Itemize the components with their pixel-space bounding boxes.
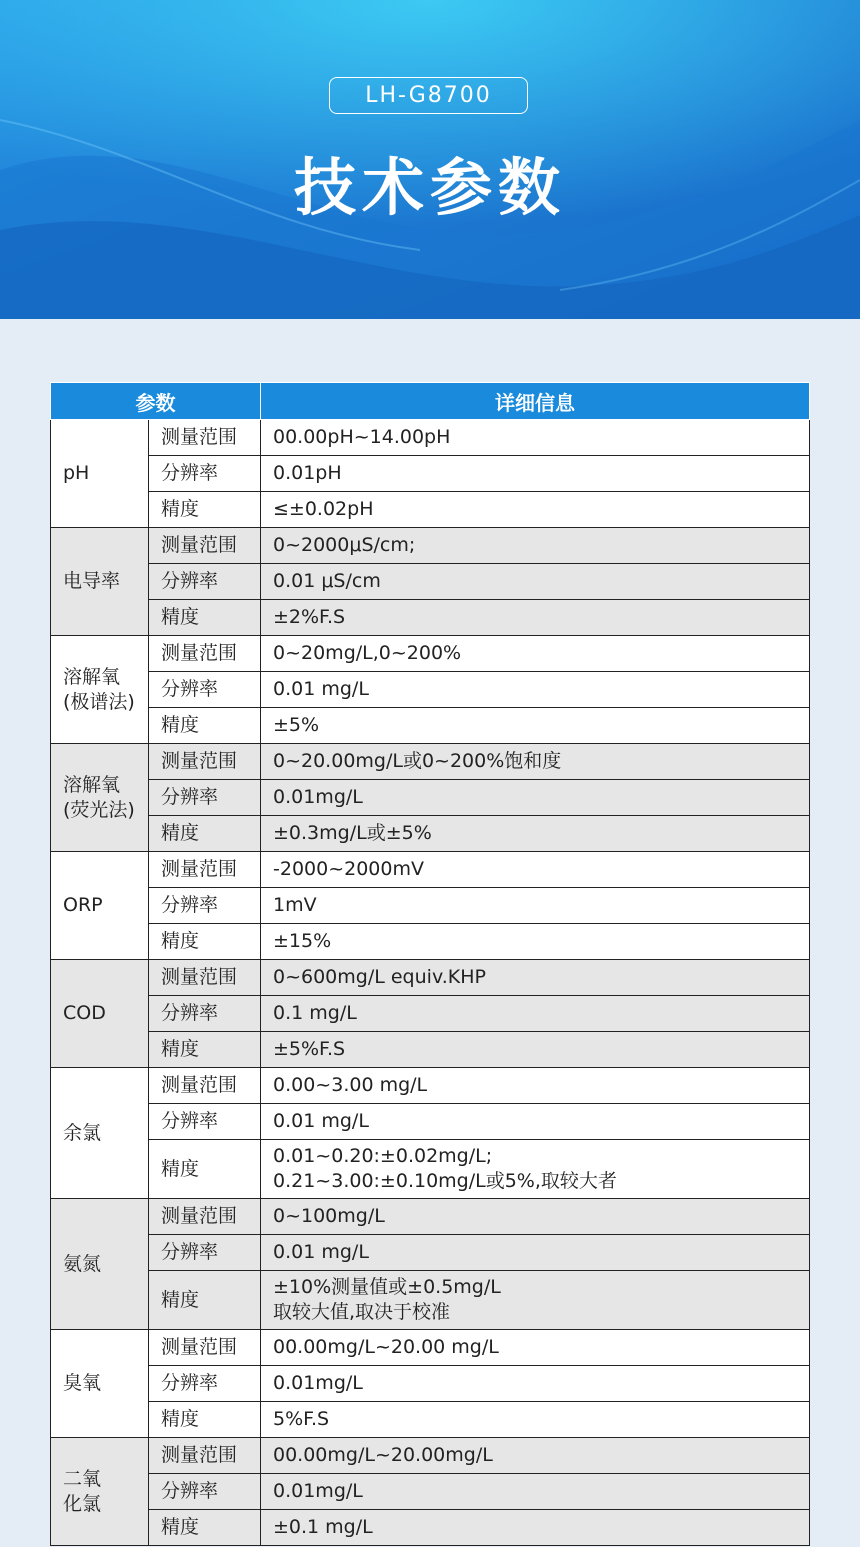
- spec-value: 0~20.00mg/L或0~200%饱和度: [261, 744, 810, 780]
- table-row: [51, 1199, 810, 1235]
- spec-value: 1mV: [261, 888, 810, 924]
- spec-label: 分辨率: [149, 780, 261, 816]
- param-name: 二氧 化氯: [51, 1438, 149, 1546]
- spec-value: 0~20mg/L,0~200%: [261, 636, 810, 672]
- spec-label: 测量范围: [149, 636, 261, 672]
- spec-value: ±10%测量值或±0.5mg/L 取较大值,取决于校准: [261, 1271, 810, 1330]
- spec-value: 5%F.S: [261, 1402, 810, 1438]
- spec-value: 0.00~3.00 mg/L: [261, 1068, 810, 1104]
- table-row: [51, 744, 810, 780]
- spec-table: [50, 382, 810, 1546]
- header-banner: [0, 0, 860, 319]
- spec-label: 精度: [149, 816, 261, 852]
- table-row: [51, 456, 810, 492]
- spec-value: ±15%: [261, 924, 810, 960]
- spec-label: 分辨率: [149, 1474, 261, 1510]
- spec-label: 精度: [149, 1032, 261, 1068]
- spec-value: 00.00pH~14.00pH: [261, 420, 810, 456]
- spec-label: 分辨率: [149, 1366, 261, 1402]
- param-name: 溶解氧 (荧光法): [51, 744, 149, 852]
- spec-value: 0.01mg/L: [261, 1366, 810, 1402]
- param-name: pH: [51, 420, 149, 528]
- param-name: 溶解氧 (极谱法): [51, 636, 149, 744]
- spec-value: 0~600mg/L equiv.KHP: [261, 960, 810, 996]
- spec-value: 0.01 mg/L: [261, 1235, 810, 1271]
- spec-label: 分辨率: [149, 996, 261, 1032]
- table-row: [51, 1140, 810, 1199]
- spec-value: 0.01 mg/L: [261, 1104, 810, 1140]
- spec-value: 0~100mg/L: [261, 1199, 810, 1235]
- spec-value: ±2%F.S: [261, 600, 810, 636]
- table-row: [51, 816, 810, 852]
- table-row: [51, 852, 810, 888]
- spec-value: ±0.1 mg/L: [261, 1510, 810, 1546]
- spec-label: 分辨率: [149, 564, 261, 600]
- param-group: [51, 1068, 810, 1199]
- spec-value: ≤±0.02pH: [261, 492, 810, 528]
- table-row: [51, 1104, 810, 1140]
- table-row: [51, 1068, 810, 1104]
- table-row: [51, 420, 810, 456]
- table-row: [51, 1235, 810, 1271]
- param-group: [51, 1438, 810, 1546]
- table-row: [51, 1438, 810, 1474]
- table-row: [51, 1366, 810, 1402]
- table-row: [51, 492, 810, 528]
- spec-label: 精度: [149, 708, 261, 744]
- table-row: [51, 780, 810, 816]
- spec-label: 精度: [149, 924, 261, 960]
- table-row: [51, 1474, 810, 1510]
- spec-label: 测量范围: [149, 852, 261, 888]
- table-row: [51, 1510, 810, 1546]
- spec-label: 测量范围: [149, 1438, 261, 1474]
- spec-label: 测量范围: [149, 744, 261, 780]
- spec-label: 分辨率: [149, 672, 261, 708]
- param-name: 余氯: [51, 1068, 149, 1199]
- spec-label: 分辨率: [149, 456, 261, 492]
- table-row: [51, 960, 810, 996]
- spec-label: 精度: [149, 1402, 261, 1438]
- page-title: 技术参数: [293, 151, 566, 224]
- spec-label: 精度: [149, 1140, 261, 1199]
- param-group: [51, 852, 810, 960]
- spec-label: 分辨率: [149, 888, 261, 924]
- param-name: 氨氮: [51, 1199, 149, 1330]
- table-header-row: [51, 383, 810, 420]
- param-group: [51, 528, 810, 636]
- table-row: [51, 996, 810, 1032]
- table-row: [51, 888, 810, 924]
- spec-label: 测量范围: [149, 528, 261, 564]
- spec-label: 测量范围: [149, 1068, 261, 1104]
- table-row: [51, 564, 810, 600]
- table-row: [51, 636, 810, 672]
- param-group: [51, 1330, 810, 1438]
- spec-value: 0.1 mg/L: [261, 996, 810, 1032]
- spec-table-container: [50, 382, 809, 1546]
- spec-label: 精度: [149, 1510, 261, 1546]
- spec-value: 0.01 μS/cm: [261, 564, 810, 600]
- spec-value: 0.01 mg/L: [261, 672, 810, 708]
- model-badge: LH-G8700: [329, 77, 528, 114]
- spec-value: 00.00mg/L~20.00mg/L: [261, 1438, 810, 1474]
- spec-label: 分辨率: [149, 1104, 261, 1140]
- spec-value: 0.01mg/L: [261, 780, 810, 816]
- table-row: [51, 1402, 810, 1438]
- param-group: [51, 1199, 810, 1330]
- spec-value: ±5%F.S: [261, 1032, 810, 1068]
- spec-label: 分辨率: [149, 1235, 261, 1271]
- spec-label: 精度: [149, 492, 261, 528]
- spec-value: -2000~2000mV: [261, 852, 810, 888]
- header-param: 参数: [51, 383, 261, 420]
- spec-label: 测量范围: [149, 960, 261, 996]
- spec-value: 00.00mg/L~20.00 mg/L: [261, 1330, 810, 1366]
- param-name: 电导率: [51, 528, 149, 636]
- table-row: [51, 1032, 810, 1068]
- table-row: [51, 600, 810, 636]
- spec-value: ±0.3mg/L或±5%: [261, 816, 810, 852]
- header-detail: 详细信息: [261, 383, 810, 420]
- table-row: [51, 1330, 810, 1366]
- param-group: [51, 420, 810, 528]
- param-group: [51, 636, 810, 744]
- param-name: 臭氧: [51, 1330, 149, 1438]
- spec-label: 测量范围: [149, 1199, 261, 1235]
- spec-label: 测量范围: [149, 1330, 261, 1366]
- table-row: [51, 672, 810, 708]
- spec-value: 0.01~0.20:±0.02mg/L; 0.21~3.00:±0.10mg/L或5%,取较大者: [261, 1140, 810, 1199]
- spec-value: 0.01pH: [261, 456, 810, 492]
- table-row: [51, 1271, 810, 1330]
- param-group: [51, 744, 810, 852]
- spec-label: 精度: [149, 1271, 261, 1330]
- table-row: [51, 708, 810, 744]
- table-row: [51, 528, 810, 564]
- spec-value: 0.01mg/L: [261, 1474, 810, 1510]
- param-name: ORP: [51, 852, 149, 960]
- spec-label: 测量范围: [149, 420, 261, 456]
- table-row: [51, 924, 810, 960]
- spec-value: 0~2000μS/cm;: [261, 528, 810, 564]
- spec-label: 精度: [149, 600, 261, 636]
- spec-value: ±5%: [261, 708, 810, 744]
- param-name: COD: [51, 960, 149, 1068]
- param-group: [51, 960, 810, 1068]
